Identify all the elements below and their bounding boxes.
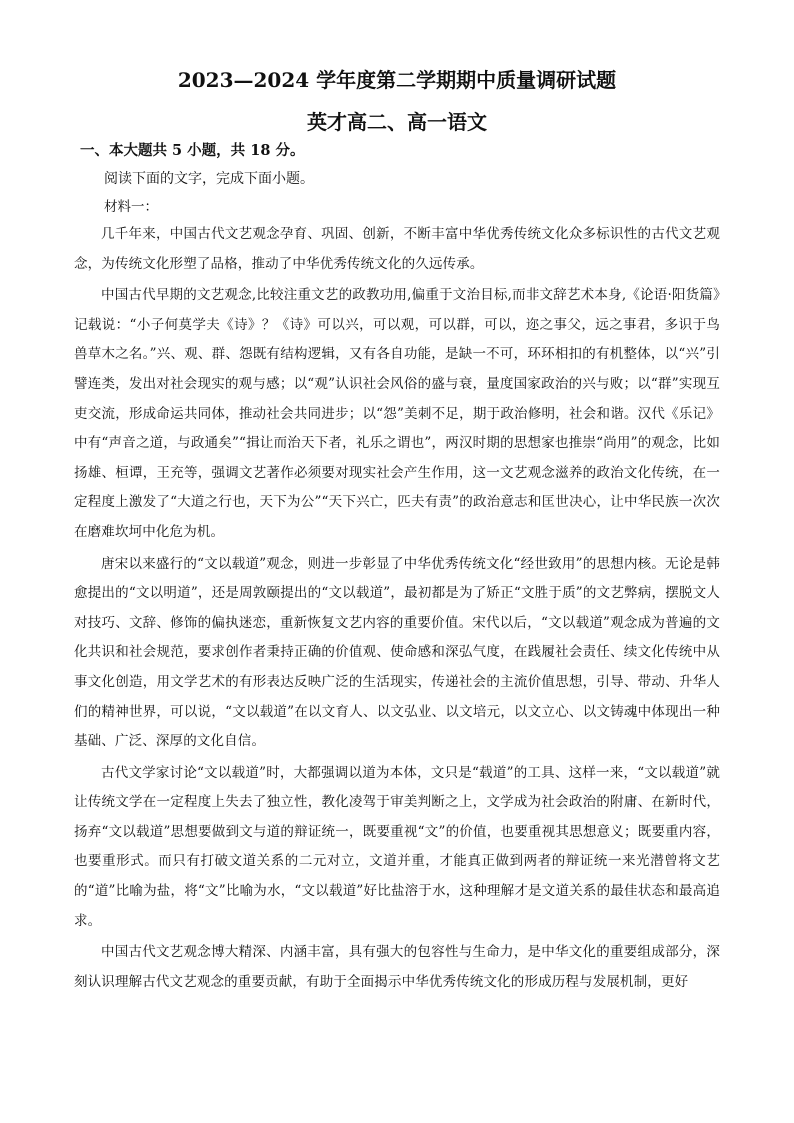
paragraph: 中国古代早期的文艺观念,比较注重文艺的政教功用,偏重于文治目标,而非文辞艺术本身,《论语·阳货篇》记载说：“小子何莫学夫《诗》？《诗》可以兴，可以观，可以群，可以，迩之事父，远之事君，多识于鸟兽草木之名。”兴、观、群、怨既有结构逻辑，又有各自功能，是缺一不可，环环相扣的有机整体，以“兴”引譬连类，发出对社会现实的观与感；以“观”认识社会风俗的盛与衰，量度国家政治的兴与败；以“群”实现互吏交流，形成命运共同体，推动社会共同进步；以“怨”美刺不足，期于政治修明，社会和谐。汉代《乐记》中有“声音之道，与政通矣”“揖让而治天下者，礼乐之谓也”，两汉时期的思想家也推崇“尚用”的观念，比如扬雄、桓谭，王充等，强调文艺著作必须要对现实社会产生作用，这一文艺观念滋养的政治文化传统，在一定程度上激发了“大道之行也，天下为公”“天下兴亡，匹夫有责”的政治意志和匡世决心，让中华民族一次次在磨难坎坷中化危为机。 xyxy=(74,287,720,540)
reading-instruction: 阅读下面的文字，完成下面小题。 xyxy=(104,171,314,187)
paragraph: 唐宋以来盛行的“文以载道”观念，则进一步彰显了中华优秀传统文化“经世致用”的思想内核。无论是韩愈提出的“文以明道”，还是周敦颐提出的“文以载道”，最初都是为了矫正“文胜于质”的文艺弊病，摆脱文人对技巧、文辞、修饰的偏执迷恋，重新恢复文艺内容的重要价值。宋代以后，“文以载道”观念成为普遍的文化共识和社会规范，要求创作者秉持正确的价值观、使命感和深弘气度，在践履社会责任、续文化传统中从事文化创造，用文学艺术的有形表达反映广泛的生活现实，传递社会的主流价值思想，引导、带动、升华人们的精神世界，可以说，“文以载道”在以文育人、以文弘业、以文培元，以文立心、以文铸魂中体现出一种基础、广泛、深厚的文化自信。 xyxy=(74,555,720,750)
paragraph: 几千年来，中国古代文艺观念孕育、巩固、创新，不断丰富中华优秀传统文化众多标识性的古代文艺观念，为传统文化形塑了品格，推动了中华优秀传统文化的久远传承。 xyxy=(74,226,720,272)
paragraph: 中国古代文艺观念博大精深、内涵丰富，具有强大的包容性与生命力，是中华文化的重要组成部分，深刻认识理解古代文艺观念的重要贡献，有助于全面揭示中华优秀传统文化的形成历程与发展机制，更好 xyxy=(74,944,720,990)
paragraph: 古代文学家讨论“文以载道”时，大都强调以道为本体，文只是“载道”的工具、这样一来，“文以载道”就让传统文学在一定程度上失去了独立性，教化凌驾于审美判断之上，文学成为社会政治的附庸、在新时代，扬弃“文以载道”思想要做到文与道的辩证统一，既要重视“文”的价值，也要重视其思想意义；既要重内容，也要重形式。而只有打破文道关系的二元对立，文道并重，才能真正做到两者的辩证统一来光潜曾将文艺的“道”比喻为盐，将“文”比喻为水，“文以载道”好比盐溶于水，这种理解才是文道关系的最佳状态和最高追求。 xyxy=(74,764,720,929)
exam-subtitle: 英才高二、高一语文 xyxy=(307,110,487,134)
material-label: 材料一： xyxy=(104,199,158,215)
section-heading: 一、本大题共 5 小题，共 18 分。 xyxy=(80,142,305,159)
exam-title: 2023—2024 学年度第二学期期中质量调研试题 xyxy=(177,68,617,92)
